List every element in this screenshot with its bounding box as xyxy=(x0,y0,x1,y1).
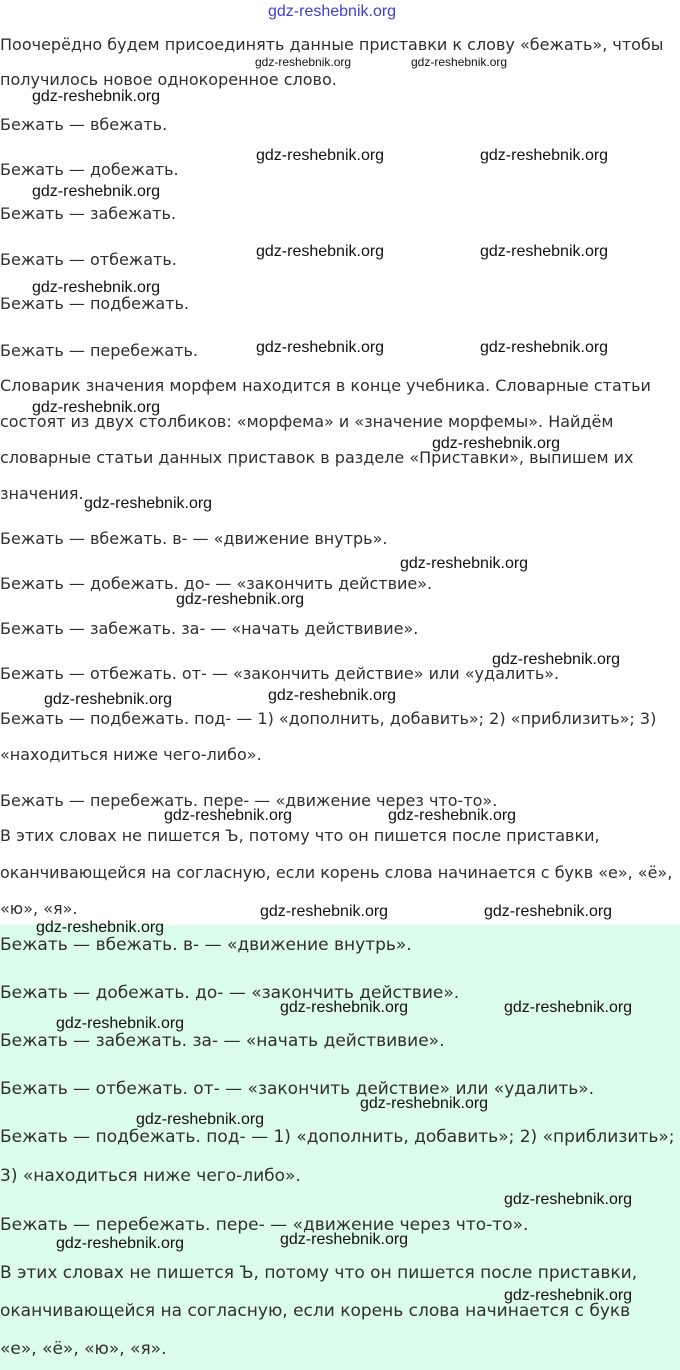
prefix-meaning-item: Бежать — добежать. до- — «закончить действие». xyxy=(0,574,433,593)
prefix-meaning-item: Бежать — перебежать. пере- — «движение через что-то». xyxy=(0,791,498,810)
watermark: gdz-reshebnik.org xyxy=(32,88,161,105)
watermark: gdz-reshebnik.org xyxy=(432,435,561,452)
answer-item: Бежать — добежать. до- — «закончить действие». xyxy=(0,983,460,1003)
prefix-meaning-item: Бежать — подбежать. под- — 1) «дополнить, добавить»; 2) «приблизить»; 3) xyxy=(0,709,657,728)
watermark: gdz-reshebnik.org xyxy=(255,55,352,69)
watermark: gdz-reshebnik.org xyxy=(480,243,609,260)
watermark: gdz-reshebnik.org xyxy=(84,495,213,512)
watermark: gdz-reshebnik.org xyxy=(400,555,529,572)
watermark: gdz-reshebnik.org xyxy=(256,339,385,356)
watermark: gdz-reshebnik.org xyxy=(280,999,409,1016)
answer-item: Бежать — вбежать. в- — «движение внутрь». xyxy=(0,935,412,955)
watermark: gdz-reshebnik.org xyxy=(176,591,305,608)
answer-conclusion-line-2: оканчивающейся на согласную, если корень слова начинается с букв xyxy=(0,1301,631,1321)
answer-item: Бежать — забежать. за- — «начать действивие». xyxy=(0,1031,445,1051)
answer-conclusion-line-1: В этих словах не пишется Ъ, потому что он пишется после приставки, xyxy=(0,1263,638,1283)
watermark: gdz-reshebnik.org xyxy=(56,1235,185,1252)
intro-line-1: Поочерёдно будем присоединять данные приставки к слову «бежать», чтобы xyxy=(0,35,664,54)
word-item: Бежать — отбежать. xyxy=(0,250,177,269)
conclusion-line-3: «ю», «я». xyxy=(0,899,78,918)
watermark: gdz-reshebnik.org xyxy=(280,1231,409,1248)
watermark: gdz-reshebnik.org xyxy=(484,903,613,920)
watermark: gdz-reshebnik.org xyxy=(44,691,173,708)
word-item: Бежать — вбежать. xyxy=(0,115,168,134)
watermark: gdz-reshebnik.org xyxy=(256,147,385,164)
watermark: gdz-reshebnik.org xyxy=(136,1111,265,1128)
conclusion-line-1: В этих словах не пишется Ъ, потому что он пишется после приставки, xyxy=(0,826,600,845)
watermark: gdz-reshebnik.org xyxy=(504,1287,633,1304)
watermark: gdz-reshebnik.org xyxy=(260,903,389,920)
watermark: gdz-reshebnik.org xyxy=(256,243,385,260)
word-item: Бежать — забежать. xyxy=(0,204,177,223)
dictionary-intro-line-4: значения. xyxy=(0,484,84,503)
watermark: gdz-reshebnik.org xyxy=(492,651,621,668)
prefix-meaning-item: Бежать — вбежать. в- — «движение внутрь». xyxy=(0,529,388,548)
prefix-meaning-item: Бежать — забежать. за- — «начать действивие». xyxy=(0,619,419,638)
prefix-meaning-item: Бежать — отбежать. от- — «закончить действие» или «удалить». xyxy=(0,664,560,683)
watermark: gdz-reshebnik.org xyxy=(388,807,517,824)
answer-item: Бежать — отбежать. от- — «закончить действие» или «удалить». xyxy=(0,1079,595,1099)
word-item: Бежать — подбежать. xyxy=(0,294,190,313)
watermark: gdz-reshebnik.org xyxy=(480,339,609,356)
conclusion-line-2: оканчивающейся на согласную, если корень слова начинается с букв «е», «ё», xyxy=(0,863,673,882)
watermark: gdz-reshebnik.org xyxy=(504,999,633,1016)
dictionary-intro-line-3: словарные статьи данных приставок в разделе «Приставки», выпишем их xyxy=(0,448,634,467)
watermark: gdz-reshebnik.org xyxy=(411,55,508,69)
dictionary-intro-line-1: Словарик значения морфем находится в конце учебника. Словарные статьи xyxy=(0,376,651,395)
answer-item-cont: 3) «находиться ниже чего-либо». xyxy=(0,1166,301,1186)
watermark: gdz-reshebnik.org xyxy=(480,147,609,164)
watermark: gdz-reshebnik.org xyxy=(56,1015,185,1032)
watermark: gdz-reshebnik.org xyxy=(32,279,161,296)
answer-item: Бежать — перебежать. пере- — «движение через что-то». xyxy=(0,1215,529,1235)
watermark: gdz-reshebnik.org xyxy=(32,183,161,200)
answer-item: Бежать — подбежать. под- — 1) «дополнить, добавить»; 2) «приблизить»; xyxy=(0,1127,675,1147)
dictionary-intro-line-2: состоят из двух столбиков: «морфема» и «значение морфемы». Найдём xyxy=(0,412,614,431)
watermark: gdz-reshebnik.org xyxy=(504,1191,633,1208)
watermark: gdz-reshebnik.org xyxy=(32,399,161,416)
header-watermark: gdz-reshebnik.org xyxy=(268,3,397,20)
watermark: gdz-reshebnik.org xyxy=(360,1095,489,1112)
intro-line-2: получилось новое однокоренное слово. xyxy=(0,70,337,89)
prefix-meaning-item-cont: «находиться ниже чего-либо». xyxy=(0,745,262,764)
watermark: gdz-reshebnik.org xyxy=(36,919,165,936)
word-item: Бежать — перебежать. xyxy=(0,341,199,360)
word-item: Бежать — добежать. xyxy=(0,160,179,179)
watermark: gdz-reshebnik.org xyxy=(164,807,293,824)
watermark: gdz-reshebnik.org xyxy=(268,687,397,704)
answer-conclusion-line-3: «е», «ё», «ю», «я». xyxy=(0,1339,167,1359)
